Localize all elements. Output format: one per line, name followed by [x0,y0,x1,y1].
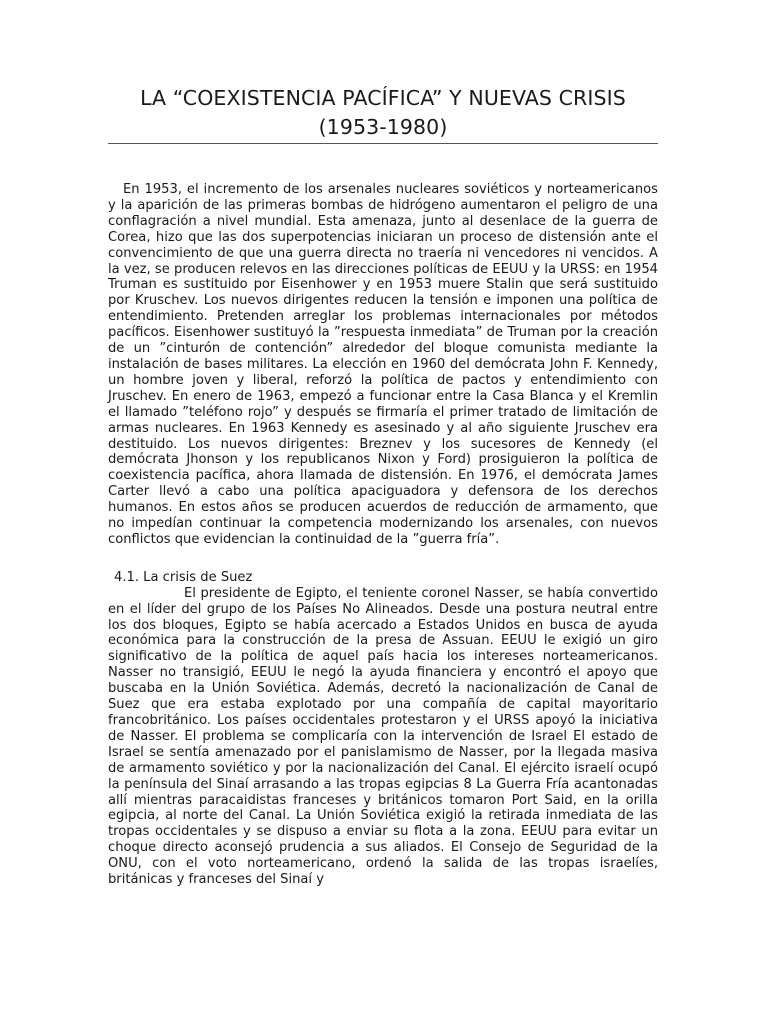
title-line-1: LA “COEXISTENCIA PACÍFICA” Y NUEVAS CRISIS [140,86,626,110]
title-line-2: (1953-1980) [318,115,448,139]
document-page [108,0,658,888]
intro-paragraph: En 1953, el incremento de los arsenales nucleares soviéticos y norteamericanos y la aparición de las primeras bombas de hidrógeno aumentaron el peligro de una conflagración a nivel mundial. Esta amenaza, junto al desenlace de la guerra de Corea, hizo que las dos superpotencias iniciaran un proceso de distensión ante el convencimiento de que una guerra directa no traería ni vencedores ni vencidos. A la vez, se producen relevos en las direcciones políticas de EEUU y la URSS: en 1954 Truman es sustituido por Eisenhower y en 1953 muere Stalin que será sustituido por Kruschev. Los nuevos dirigentes reducen la tensión e imponen una política de entendimiento. Pretenden arreglar los problemas internacionales por métodos pacíficos. Eisenhower sustituyó la ”respuesta inmediata” de Truman por la creación de un ”cinturón de contención” alrededor del bloque comunista mediante la instalación de bases militares. La elección en 1960 del demócrata John F. Kennedy, un hombre joven y liberal, reforzó la política de pactos y entendimiento con Jruschev. En enero de 1963, empezó a funcionar entre la Casa Blanca y el Kremlin el llamado ”teléfono rojo” y después se firmaría el primer tratado de limitación de armas nucleares. En 1963 Kennedy es asesinado y al año siguiente Jruschev era destituido. Los nuevos dirigentes: Breznev y los sucesores de Kennedy (el demócrata Jhonson y los republicanos Nixon y Ford) prosiguieron la política de coexistencia pacífica, ahora llamada de distensión. En 1976, el demócrata James Carter llevó a cabo una política apaciguadora y defensora de los derechos humanos. En estos años se producen acuerdos de reducción de armamento, que no impedían continuar la competencia modernizando los arsenales, con nuevos conflictos que evidencian la continuidad de la ”guerra fría”. [108,182,658,547]
document-title [108,84,658,144]
section-heading-suez: 4.1. La crisis de Suez [114,569,253,585]
suez-paragraph: El presidente de Egipto, el teniente coronel Nasser, se había convertido en el líder del grupo de los Países No Alineados. Desde una postura neutral entre los dos bloques, Egipto se había acercado a Estados Unidos en busca de ayuda económica para la construcción de la presa de Assuan. EEUU le exigió un giro significativo de la política de aquel país hacia los intereses norteamericanos. Nasser no transigió, EEUU le negó la ayuda financiera y encontró el apoyo que buscaba en la Unión Soviética. Además, decretó la nacionalización de Canal de Suez que era estaba explotado por una compañía de capital mayoritario francobritánico. Los países occidentales protestaron y el URSS apoyó la iniciativa de Nasser. El problema se complicaría con la intervención de Israel El estado de Israel se sentía amenazado por el panislamismo de Nasser, por la llegada masiva de armamento soviético y por la nacionalización del Canal. El ejército israelí ocupó la península del Sinaí arrasando a las tropas egipcias 8 La Guerra Fría acantonadas allí mientras paracaidistas franceses y británicos tomaron Port Said, en la orilla egipcia, al norte del Canal. La Unión Soviética exigió la retirada inmediata de las tropas occidentales y se dispuso a enviar su flota a la zona. EEUU para evitar un choque directo aconsejó prudencia a sus aliados. El Consejo de Seguridad de la ONU, con el voto norteamericano, ordenó la salida de las tropas israelíes, británicas y franceses del Sinaí y [108,585,658,888]
